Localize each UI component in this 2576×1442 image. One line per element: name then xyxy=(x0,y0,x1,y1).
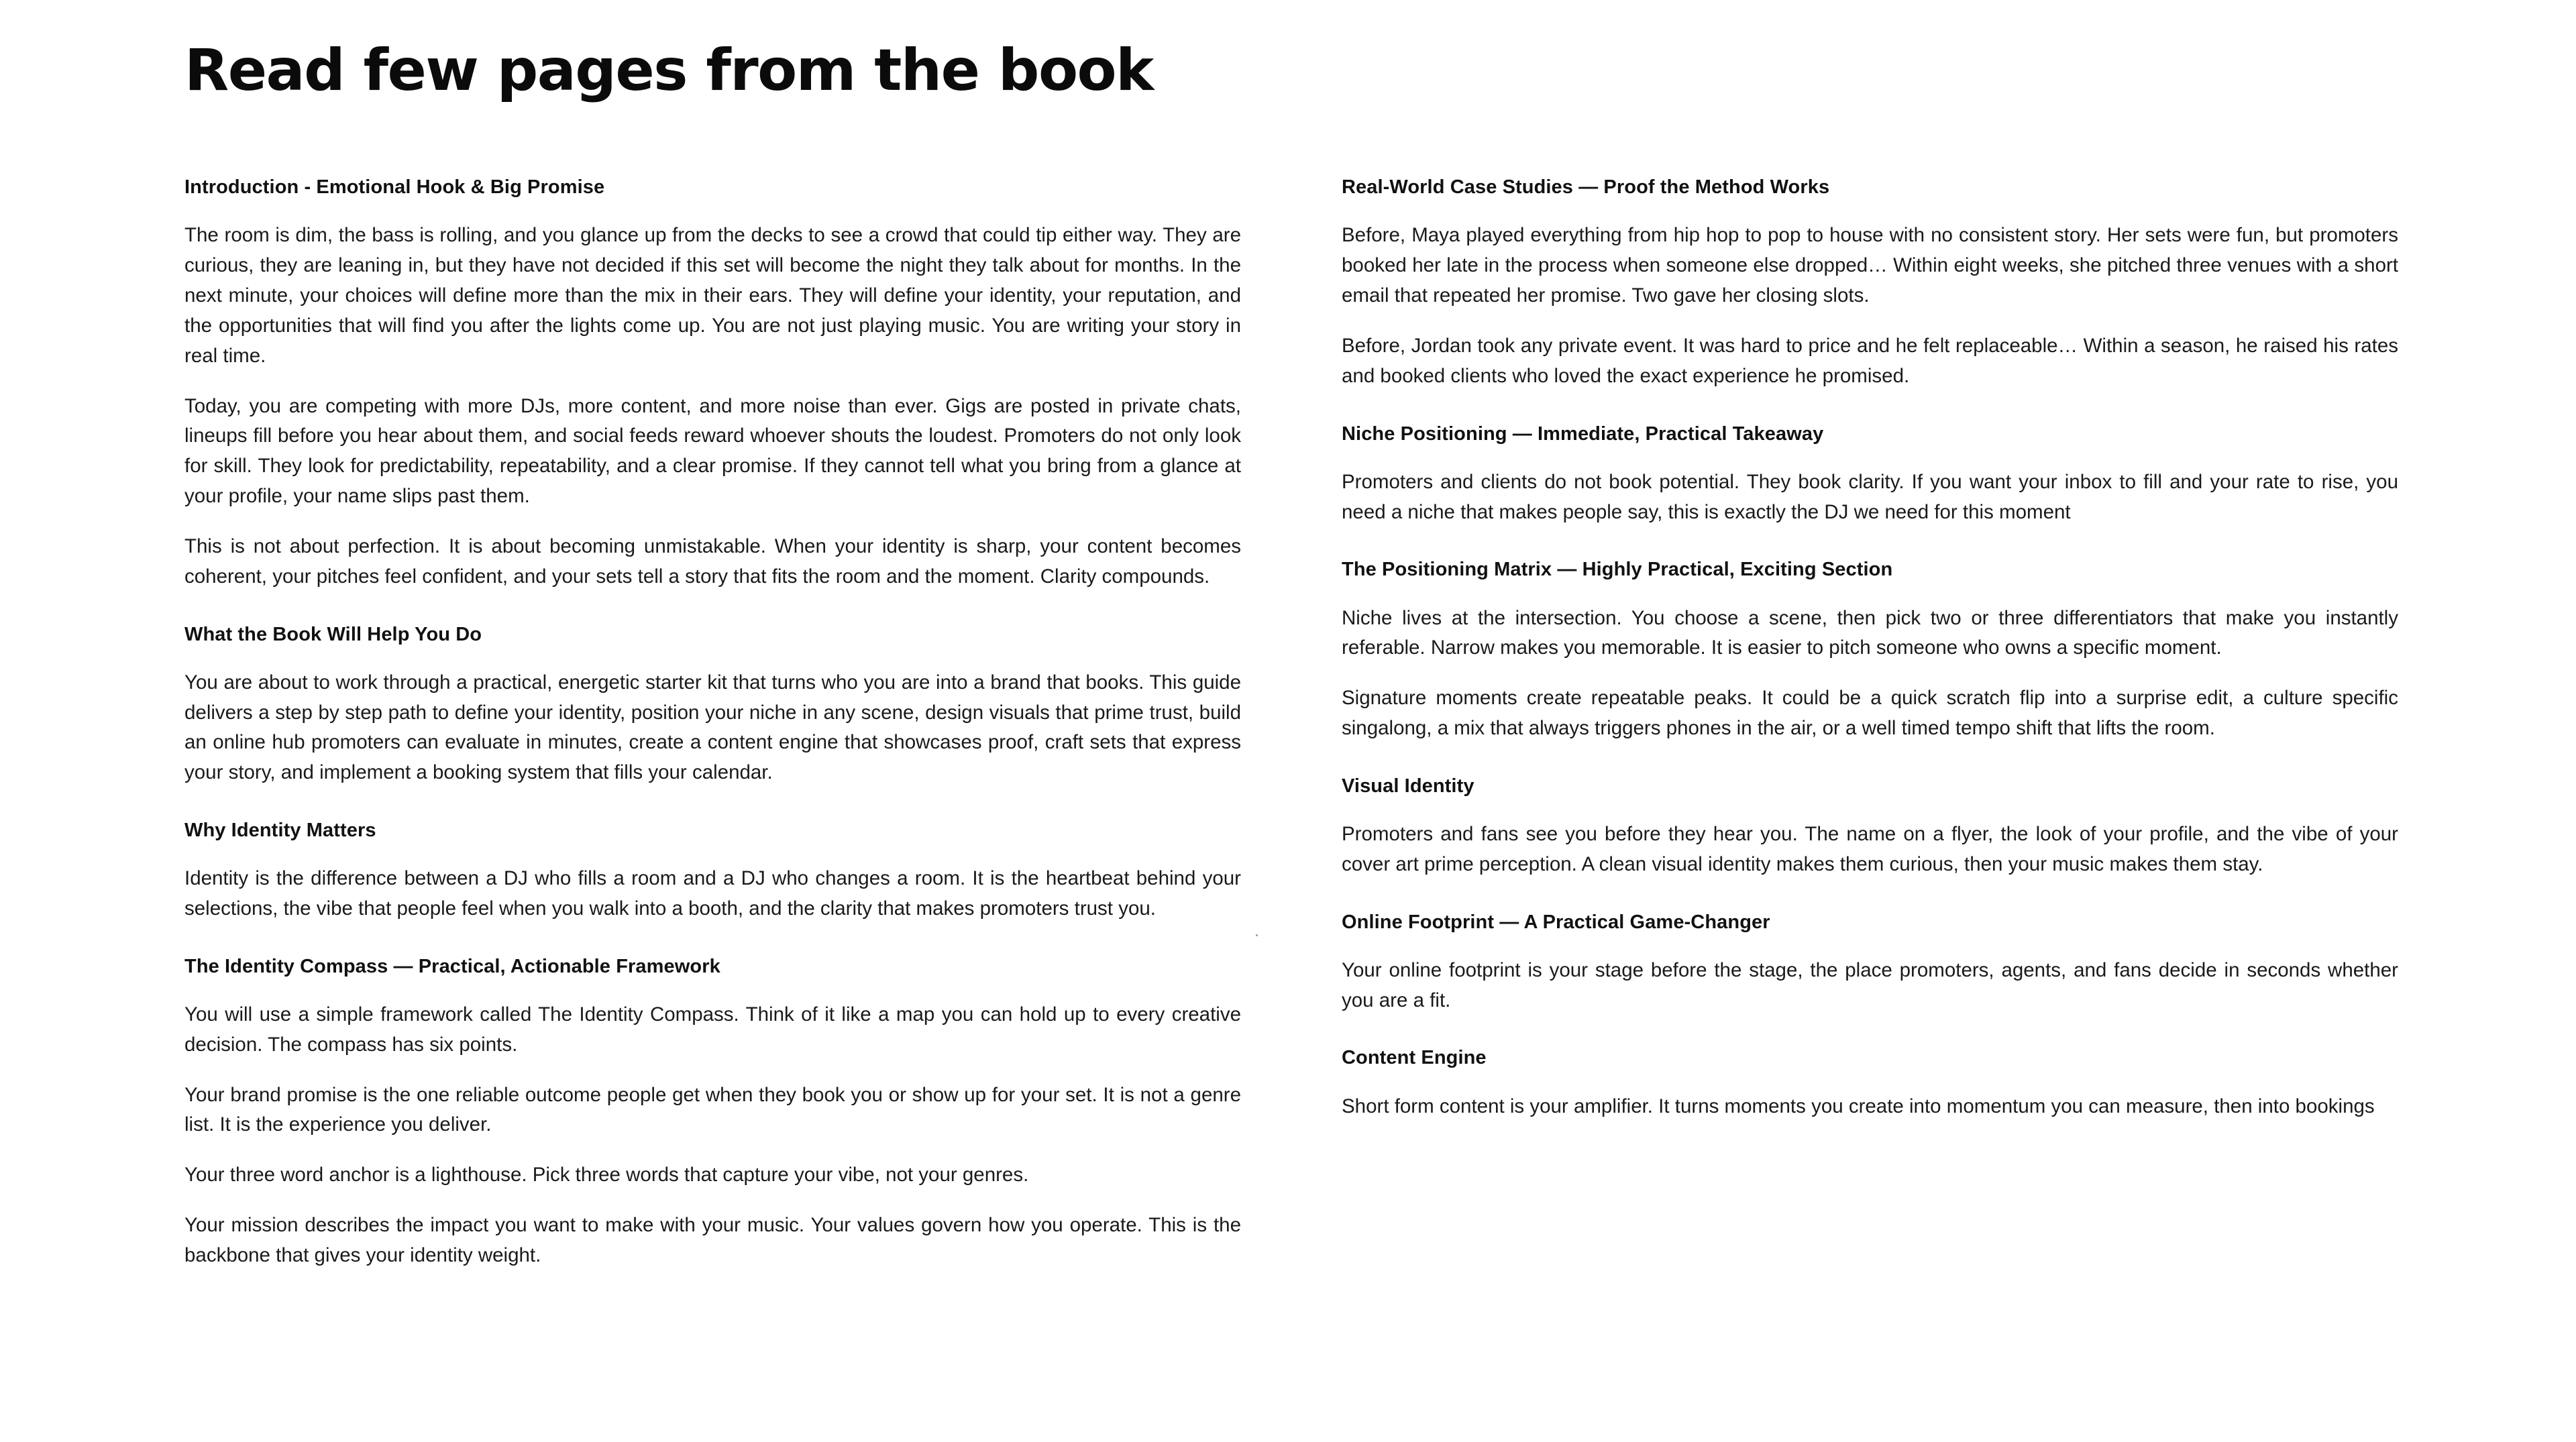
left-column xyxy=(184,174,1241,1281)
section-heading: Niche Positioning — Immediate, Practical Takeaway xyxy=(1342,423,1824,445)
section-online-footprint xyxy=(1342,909,2398,1016)
section-heading: What the Book Will Help You Do xyxy=(184,623,482,645)
section-positioning-matrix xyxy=(1342,557,2398,743)
paragraph: Your brand promise is the one reliable outcome people get when they book you or show up for your set. It is not a genre list. It is the experience you deliver. xyxy=(184,1083,1241,1136)
paragraph: Your three word anchor is a lighthouse. Pick three words that capture your vibe, not your genres. xyxy=(184,1164,1029,1186)
section-content-engine xyxy=(1342,1045,2398,1121)
paragraph: Signature moments create repeatable peaks. It could be a quick scratch flip into a surprise edit, a culture specific singalong, a mix that always triggers phones in the air, or a well timed tempo shift that lifts the room. xyxy=(1342,687,2398,739)
paragraph: Your mission describes the impact you want to make with your music. Your values govern how you operate. This is the backbone that gives your identity weight. xyxy=(184,1214,1241,1266)
paragraph: Promoters and fans see you before they hear you. The name on a flyer, the look of your profile, and the vibe of your cover art prime perception. A clean visual identity makes them curious, then your music makes them stay. xyxy=(1342,822,2398,875)
section-introduction xyxy=(184,174,1241,592)
paragraph: Niche lives at the intersection. You choose a scene, then pick two or three differentiators that make you instantly referable. Narrow makes you memorable. It is easier to pitch someone who owns a specific moment. xyxy=(1342,606,2398,659)
paragraph: Before, Maya played everything from hip hop to pop to house with no consistent story. Her sets were fun, but promoters booked her late in the process when someone else dropped… Within eight weeks, she pitched three venues with a short email that repeated her promise. Two gave her closing slots. xyxy=(1342,224,2398,307)
section-niche-positioning xyxy=(1342,421,2398,528)
section-visual-identity xyxy=(1342,773,2398,880)
paragraph: Today, you are competing with more DJs, more content, and more noise than ever. Gigs are posted in private chats, lineups fill before you hear about them, and social feeds reward whoever shouts the loudest. Promoters do not only look for skill. They look for predictability, repeatability, and a clear promise. If they cannot tell what you bring from a glance at your profile, your name slips past them. xyxy=(184,394,1241,508)
paragraph: You will use a simple framework called The Identity Compass. Think of it like a map you can hold up to every creative decision. The compass has six points. xyxy=(184,1003,1241,1056)
paragraph: The room is dim, the bass is rolling, and you glance up from the decks to see a crowd that could tip either way. They are curious, they are leaning in, but they have not decided if this set will become the night they talk about for months. In the next minute, your choices will define more than the mix in their ears. They will define your identity, your reputation, and the opportunities that will find you after the lights come up. You are not just playing music. You are writing your story in real time. xyxy=(184,224,1241,367)
paragraph: Identity is the difference between a DJ who fills a room and a DJ who changes a room. It is the heartbeat behind your selections, the vibe that people feel when you walk into a booth, and the clarity that makes promoters trust you. xyxy=(184,867,1241,920)
paragraph: Before, Jordan took any private event. It was hard to price and he felt replaceable… Within a season, he raised his rates and booked clients who loved the exact experience he promised. xyxy=(1342,334,2398,387)
stray-dot-mark xyxy=(1256,934,1258,936)
section-heading: Introduction - Emotional Hook & Big Promise xyxy=(184,176,605,199)
section-heading: Content Engine xyxy=(1342,1047,1487,1069)
section-what-the-book-will-help-you-do xyxy=(184,622,1241,788)
section-heading: The Positioning Matrix — Highly Practical, Exciting Section xyxy=(1342,559,1893,581)
section-identity-compass xyxy=(184,954,1241,1271)
section-heading: The Identity Compass — Practical, Actionable Framework xyxy=(184,955,720,977)
paragraph: This is not about perfection. It is about becoming unmistakable. When your identity is sharp, your content becomes coherent, your pitches feel confident, and your sets tell a story that fits the room and the moment. Clarity compounds. xyxy=(184,535,1241,588)
section-heading: Visual Identity xyxy=(1342,775,1474,797)
right-column xyxy=(1342,174,2398,1132)
section-heading: Real-World Case Studies — Proof the Method Works xyxy=(1342,176,1830,199)
paragraph: You are about to work through a practical, energetic starter kit that turns who you are into a brand that books. This guide delivers a step by step path to define your identity, position your niche in any scene, design visuals that prime trust, build an online hub promoters can evaluate in minutes, create a content engine that showcases proof, craft sets that express your story, and implement a booking system that fills your calendar. xyxy=(184,671,1241,784)
two-column-body xyxy=(184,174,2509,1281)
paragraph: Short form content is your amplifier. It turns moments you create into momentum you can measure, then into bookings xyxy=(1342,1095,2375,1117)
section-why-identity-matters xyxy=(184,818,1241,924)
paragraph: Promoters and clients do not book potential. They book clarity. If you want your inbox to fill and your rate to rise, you need a niche that makes people say, this is exactly the DJ we need for this moment xyxy=(1342,470,2398,523)
paragraph: Your online footprint is your stage before the stage, the place promoters, agents, and fans decide in seconds whether you are a fit. xyxy=(1342,958,2398,1011)
section-real-world-case-studies xyxy=(1342,174,2398,391)
section-heading: Why Identity Matters xyxy=(184,820,376,841)
page-title: Read few pages from the book xyxy=(184,37,1153,104)
section-heading: Online Footprint — A Practical Game-Changer xyxy=(1342,911,1770,933)
